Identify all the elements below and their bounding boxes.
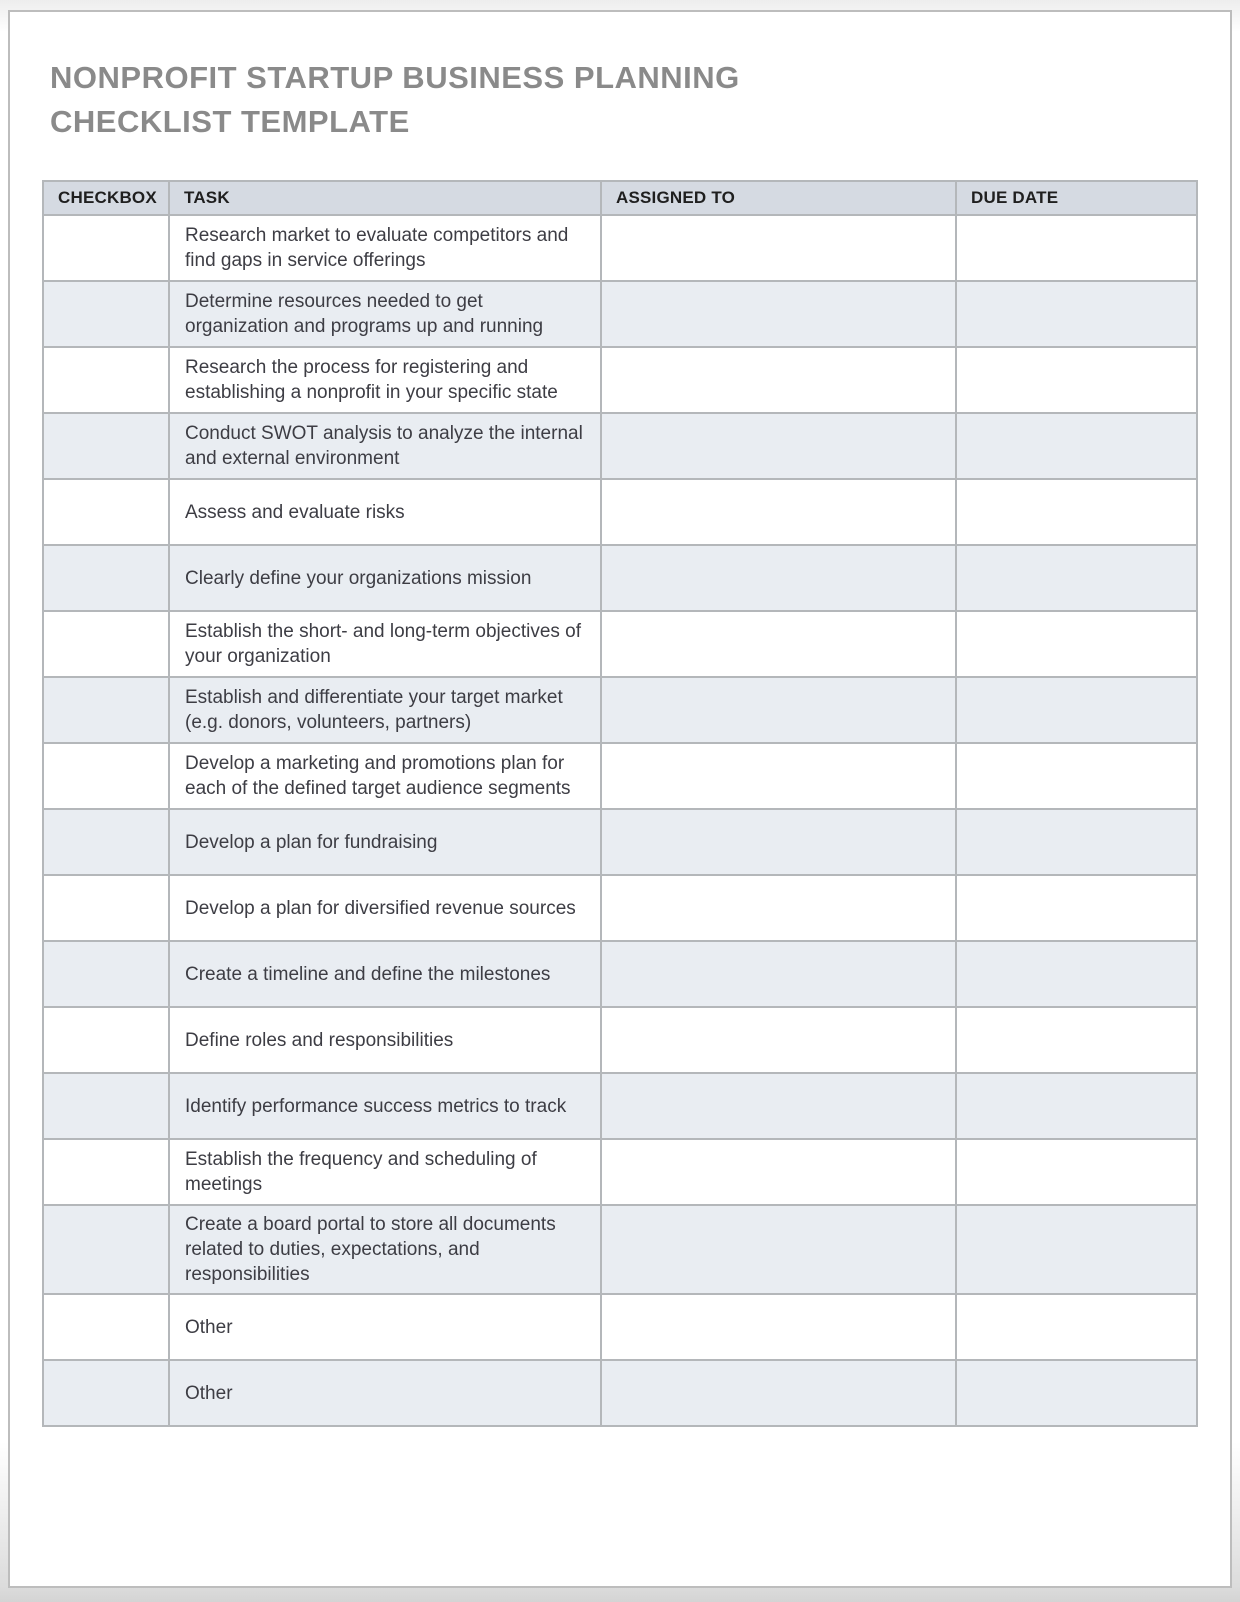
column-header-due-date: DUE DATE <box>956 181 1197 215</box>
checkbox-cell[interactable] <box>43 1139 169 1205</box>
due-date-cell[interactable] <box>956 1073 1197 1139</box>
assigned-to-cell[interactable] <box>601 941 956 1007</box>
task-cell: Other <box>169 1360 601 1426</box>
table-row <box>43 1205 1197 1294</box>
assigned-to-cell[interactable] <box>601 1205 956 1294</box>
assigned-to-cell[interactable] <box>601 281 956 347</box>
task-cell: Develop a marketing and promotions plan for each of the defined target audience segments <box>169 743 601 809</box>
checkbox-cell[interactable] <box>43 545 169 611</box>
table-row <box>43 479 1197 545</box>
header-row <box>43 181 1197 215</box>
due-date-cell[interactable] <box>956 1360 1197 1426</box>
checkbox-cell[interactable] <box>43 215 169 281</box>
assigned-to-cell[interactable] <box>601 677 956 743</box>
checkbox-cell[interactable] <box>43 677 169 743</box>
assigned-to-cell[interactable] <box>601 413 956 479</box>
due-date-cell[interactable] <box>956 1139 1197 1205</box>
checklist-table <box>42 180 1198 1427</box>
due-date-cell[interactable] <box>956 347 1197 413</box>
task-cell: Research the process for registering and establishing a nonprofit in your specific state <box>169 347 601 413</box>
assigned-to-cell[interactable] <box>601 875 956 941</box>
checkbox-cell[interactable] <box>43 281 169 347</box>
checkbox-cell[interactable] <box>43 1007 169 1073</box>
due-date-cell[interactable] <box>956 545 1197 611</box>
due-date-cell[interactable] <box>956 743 1197 809</box>
due-date-cell[interactable] <box>956 611 1197 677</box>
table-row <box>43 1294 1197 1360</box>
table-row <box>43 1007 1197 1073</box>
task-cell: Clearly define your organizations mission <box>169 545 601 611</box>
table-row <box>43 875 1197 941</box>
assigned-to-cell[interactable] <box>601 1294 956 1360</box>
table-row <box>43 413 1197 479</box>
due-date-cell[interactable] <box>956 875 1197 941</box>
due-date-cell[interactable] <box>956 1007 1197 1073</box>
assigned-to-cell[interactable] <box>601 611 956 677</box>
task-cell: Identify performance success metrics to track <box>169 1073 601 1139</box>
table-row <box>43 677 1197 743</box>
checkbox-cell[interactable] <box>43 611 169 677</box>
checkbox-cell[interactable] <box>43 479 169 545</box>
assigned-to-cell[interactable] <box>601 743 956 809</box>
due-date-cell[interactable] <box>956 677 1197 743</box>
column-header-task: TASK <box>169 181 601 215</box>
checkbox-cell[interactable] <box>43 1294 169 1360</box>
assigned-to-cell[interactable] <box>601 479 956 545</box>
checkbox-cell[interactable] <box>43 1073 169 1139</box>
checkbox-cell[interactable] <box>43 1205 169 1294</box>
assigned-to-cell[interactable] <box>601 215 956 281</box>
task-cell: Develop a plan for diversified revenue sources <box>169 875 601 941</box>
assigned-to-cell[interactable] <box>601 809 956 875</box>
due-date-cell[interactable] <box>956 281 1197 347</box>
due-date-cell[interactable] <box>956 215 1197 281</box>
task-cell: Create a timeline and define the milestones <box>169 941 601 1007</box>
table-row <box>43 743 1197 809</box>
page-title-line-2: CHECKLIST TEMPLATE <box>50 104 410 139</box>
task-cell: Create a board portal to store all documents related to duties, expectations, and responsibilities <box>169 1205 601 1294</box>
due-date-cell[interactable] <box>956 1294 1197 1360</box>
column-header-assigned-to: ASSIGNED TO <box>601 181 956 215</box>
table-row <box>43 347 1197 413</box>
assigned-to-cell[interactable] <box>601 1073 956 1139</box>
page-title <box>50 56 1230 144</box>
checkbox-cell[interactable] <box>43 809 169 875</box>
table-row <box>43 1073 1197 1139</box>
document-page <box>8 10 1232 1588</box>
table-row <box>43 545 1197 611</box>
due-date-cell[interactable] <box>956 479 1197 545</box>
checkbox-cell[interactable] <box>43 743 169 809</box>
table-row <box>43 1360 1197 1426</box>
task-cell: Assess and evaluate risks <box>169 479 601 545</box>
page-title-line-1: NONPROFIT STARTUP BUSINESS PLANNING <box>50 60 740 95</box>
table-row <box>43 281 1197 347</box>
assigned-to-cell[interactable] <box>601 1007 956 1073</box>
due-date-cell[interactable] <box>956 941 1197 1007</box>
task-cell: Conduct SWOT analysis to analyze the internal and external environment <box>169 413 601 479</box>
task-cell: Establish the frequency and scheduling of meetings <box>169 1139 601 1205</box>
table-row <box>43 809 1197 875</box>
table-row <box>43 1139 1197 1205</box>
table-row <box>43 941 1197 1007</box>
checkbox-cell[interactable] <box>43 875 169 941</box>
assigned-to-cell[interactable] <box>601 545 956 611</box>
table-row <box>43 611 1197 677</box>
task-cell: Other <box>169 1294 601 1360</box>
task-cell: Research market to evaluate competitors and find gaps in service offerings <box>169 215 601 281</box>
task-cell: Define roles and responsibilities <box>169 1007 601 1073</box>
due-date-cell[interactable] <box>956 809 1197 875</box>
checkbox-cell[interactable] <box>43 413 169 479</box>
task-cell: Establish the short- and long-term objectives of your organization <box>169 611 601 677</box>
task-cell: Develop a plan for fundraising <box>169 809 601 875</box>
due-date-cell[interactable] <box>956 413 1197 479</box>
due-date-cell[interactable] <box>956 1205 1197 1294</box>
assigned-to-cell[interactable] <box>601 1360 956 1426</box>
task-cell: Determine resources needed to get organization and programs up and running <box>169 281 601 347</box>
checkbox-cell[interactable] <box>43 347 169 413</box>
task-cell: Establish and differentiate your target market (e.g. donors, volunteers, partners) <box>169 677 601 743</box>
column-header-checkbox: CHECKBOX <box>43 181 169 215</box>
table-row <box>43 215 1197 281</box>
assigned-to-cell[interactable] <box>601 1139 956 1205</box>
assigned-to-cell[interactable] <box>601 347 956 413</box>
checkbox-cell[interactable] <box>43 1360 169 1426</box>
checkbox-cell[interactable] <box>43 941 169 1007</box>
